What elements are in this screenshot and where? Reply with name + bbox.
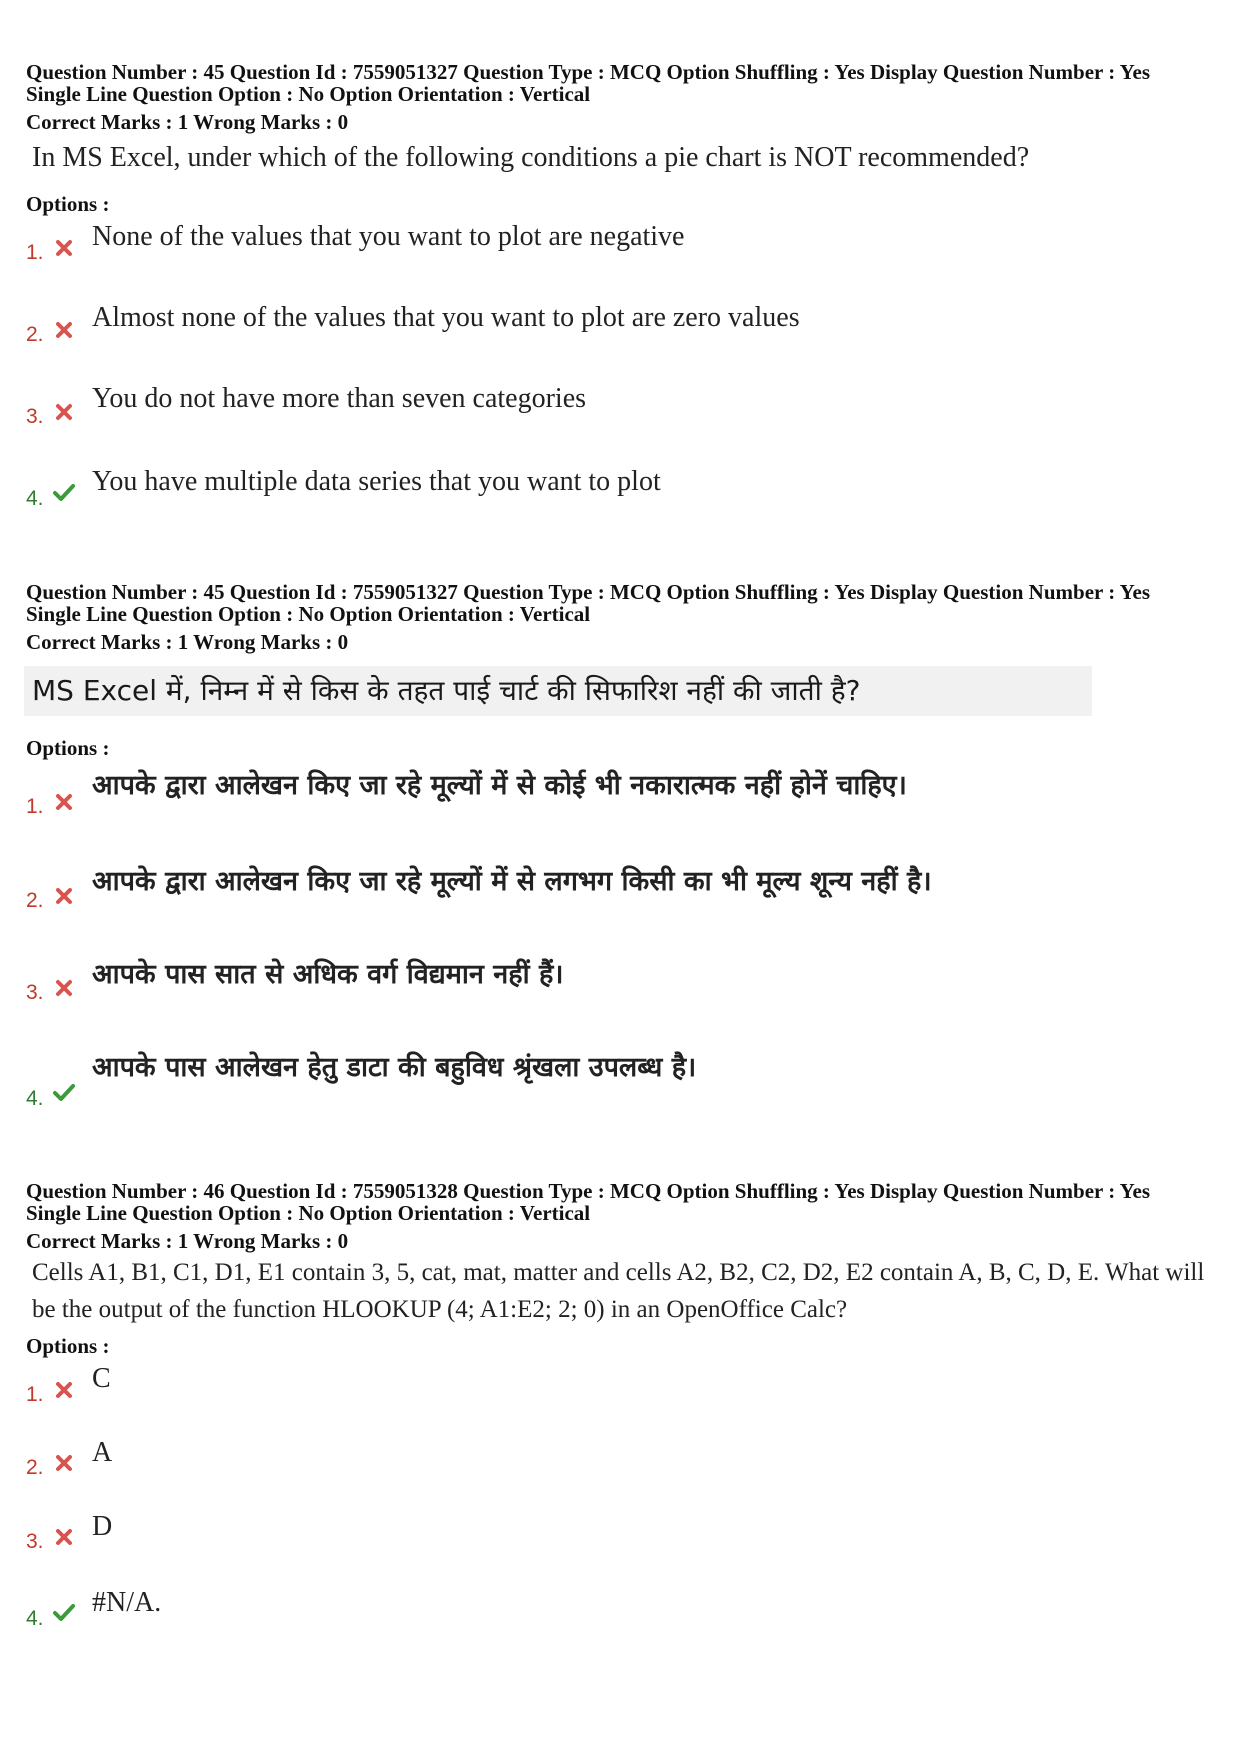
option-number: 1. [26,1383,44,1406]
question-meta-line1: Question Number : 46 Question Id : 7559051328 Question Type : MCQ Option Shuffling : Yes Display Question Number : Yes [26,1179,1151,1203]
question-meta-line1: Question Number : 45 Question Id : 7559051327 Question Type : MCQ Option Shuffling : Yes Display Question Number : Yes [26,60,1151,84]
option-text: D [92,1511,113,1542]
options-label: Options : [26,1334,110,1358]
checkmark-icon [52,1080,76,1104]
question-meta-line1: Question Number : 45 Question Id : 7559051327 Question Type : MCQ Option Shuffling : Yes Display Question Number : Yes [26,580,1151,604]
cross-icon [52,236,76,260]
option-text: आपके पास आलेखन हेतु डाटा की बहुविध श्रृंखला उपलब्ध है। [92,1052,697,1083]
option-text: None of the values that you want to plot are negative [92,221,685,252]
option-number: 4. [26,487,44,510]
checkmark-icon [52,1600,76,1624]
cross-icon [52,400,76,424]
question-marks: Correct Marks : 1 Wrong Marks : 0 [26,630,349,654]
option-number: 1. [26,241,44,264]
question-meta-line2: Single Line Question Option : No Option Orientation : Vertical [26,1201,591,1225]
option-text: C [92,1363,111,1394]
option-text: You have multiple data series that you want to plot [92,466,661,497]
option-text: #N/A. [92,1587,162,1618]
cross-icon [52,1451,76,1475]
option-text: आपके द्वारा आलेखन किए जा रहे मूल्यों में से लगभग किसी का भी मूल्य शून्य नहीं है। [92,866,932,897]
question-text: MS Excel में, निम्न में से किस के तहत पाई चार्ट की सिफारिश नहीं की जाती है? [24,666,1092,716]
option-number: 3. [26,1530,44,1553]
question-marks: Correct Marks : 1 Wrong Marks : 0 [26,1229,349,1253]
question-meta-line2: Single Line Question Option : No Option Orientation : Vertical [26,82,591,106]
options-label: Options : [26,192,110,216]
option-text: आपके पास सात से अधिक वर्ग विद्यमान नहीं हैं। [92,959,564,990]
option-number: 3. [26,981,44,1004]
question-marks: Correct Marks : 1 Wrong Marks : 0 [26,110,349,134]
option-number: 2. [26,1456,44,1479]
cross-icon [52,884,76,908]
cross-icon [52,1525,76,1549]
question-text: Cells A1, B1, C1, D1, E1 contain 3, 5, cat, mat, matter and cells A2, B2, C2, D2, E2 contain A, B, C, D, E. What will be the output of the function HLOOKUP (4; A1:E2; 2; 0) in an OpenOffice Calc? [32,1259,1205,1323]
option-number: 4. [26,1607,44,1630]
cross-icon [52,790,76,814]
option-text: A [92,1437,113,1468]
options-label: Options : [26,736,110,760]
option-number: 2. [26,323,44,346]
question-text: In MS Excel, under which of the following conditions a pie chart is NOT recommended? [32,142,1030,173]
question-meta-line2: Single Line Question Option : No Option Orientation : Vertical [26,602,591,626]
option-number: 4. [26,1087,44,1110]
option-text: Almost none of the values that you want to plot are zero values [92,302,800,333]
option-text: आपके द्वारा आलेखन किए जा रहे मूल्यों में से कोई भी नकारात्मक नहीं होनें चाहिए। [92,770,907,801]
option-number: 2. [26,889,44,912]
checkmark-icon [52,480,76,504]
option-text: You do not have more than seven categories [92,383,587,414]
cross-icon [52,318,76,342]
cross-icon [52,1378,76,1402]
cross-icon [52,976,76,1000]
option-number: 3. [26,405,44,428]
option-number: 1. [26,795,44,818]
